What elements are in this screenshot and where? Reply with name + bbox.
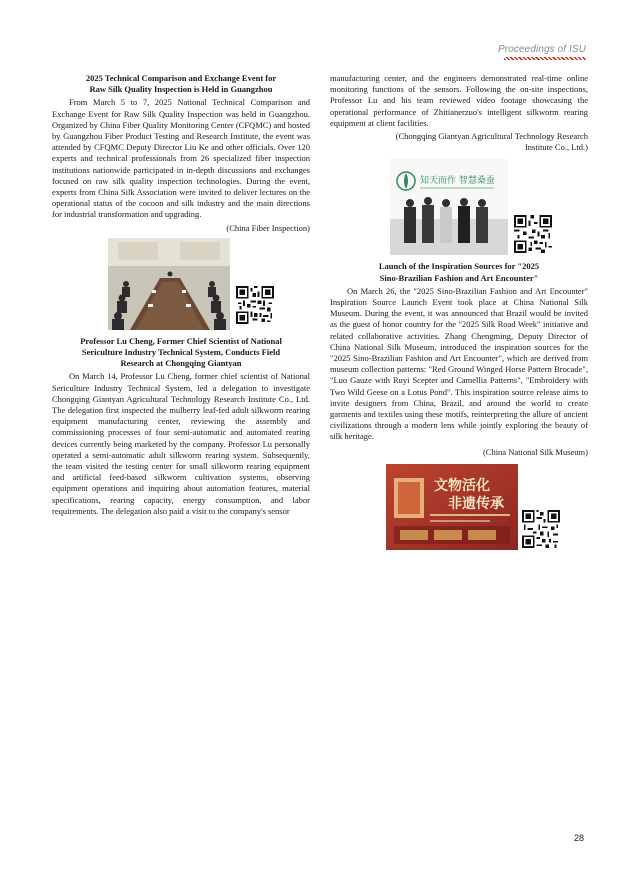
qr-code-icon: [514, 215, 552, 253]
delegation-photo: [390, 159, 508, 255]
article2-source-line2: Institute Co., Ltd.): [524, 142, 588, 153]
article2-source: [330, 131, 588, 153]
qr-code-icon: [522, 510, 560, 548]
article3-body: On March 26, the "2025 Sino-Brazilian Fashion and Art Encounter" Inspiration Source Launch Event took place at China National Silk Museum. During the event, it was announced that Brazil would be invited as the guest of honor country for the "2025 Silk Road Week" initiative and related collaborative activities. Zhang Chengming, Deputy Director of China National Silk Museum, introduced the inspiration sources for the "2025 Sino-Brazilian Fashion and Art Encounter", which are derived from museum collection patterns: "Red Ground Winged Horse Pattern Brocade", "Luo Gauze with Ruyi Scepter and Camellia Patterns", "Embroidery with Two Wild Geese on a Lotus Pond". This inspiration source release aims to invite designers from China, Brazil, and around the world to create garments and textiles using these motifs, reinterpreting the allure of ancient civilizations through a modern lens while jointly exploring the beauty of silk heritage.: [330, 285, 588, 442]
article2-source-line1: (Chongqing Giantyan Agricultural Technology Research: [395, 131, 588, 142]
header-stripes: [504, 57, 586, 60]
article2-qr-code: [514, 215, 552, 253]
page-header: [498, 44, 586, 60]
article2-title-line2: Sericulture Industry Technical System, Conducts Field: [81, 347, 281, 358]
meeting-photo: [108, 238, 230, 330]
article1-figure: [52, 238, 310, 330]
article3-qr-code: [522, 510, 560, 548]
article1-title-line2: Raw Silk Quality Inspection is Held in Guangzhou: [89, 84, 273, 95]
museum-poster: [386, 464, 518, 550]
journal-brand: Proceedings of ISU: [498, 44, 586, 55]
article2-body-part2: manufacturing center, and the engineers demonstrated real-time online monitoring functions of the sensors. Following the on-site inspections, Professor Lu and his team reviewed video footage showcasing the operational performance of Zhitianerzuo's intelligent silkworm rearing equipment at client facilities.: [330, 73, 588, 128]
poster-title-1: 文物活化: [434, 477, 490, 494]
delegation-photo-image: [390, 159, 508, 255]
article3-figure: [330, 464, 588, 550]
article3-source: (China National Silk Museum): [482, 446, 588, 457]
article1-source: (China Fiber Inspection): [226, 222, 310, 233]
page-number: 28: [573, 833, 584, 843]
article3-title-line1: Launch of the Inspiration Sources for "2025: [378, 261, 540, 272]
article1-qr-code: [236, 286, 274, 324]
article1-title-line1: 2025 Technical Comparison and Exchange Event for: [85, 73, 277, 83]
article2-title-line1: Professor Lu Cheng, Former Chief Scientist of National: [80, 335, 282, 346]
article3-title-line2: Sino-Brazilian Fashion and Art Encounter": [379, 272, 539, 283]
article2-title: [52, 336, 310, 370]
right-column: [330, 73, 588, 556]
meeting-photo-image: [108, 238, 230, 330]
museum-poster-image: [386, 464, 518, 550]
poster-title-2: 非遗传承: [448, 495, 504, 512]
article2-figure: [330, 159, 588, 255]
article2-body-part1: On March 14, Professor Lu Cheng, former chief scientist of National Sericulture Industry Technical System, led a delegation to investigate Chongqing Giantyan Agricultural Technology Research Institute Co., Ltd. The delegation first inspected the mulberry leaf-fed adult silkworm rearing equipment manufacturing center, reviewing the assembly and commissioning processes of four semi-automatic and automated rearing devices currently being marketed by the company. Professor Lu personally operated a semi-automatic adult silkworm rearing system. Subsequently, the team visited the testing center for small silkworm rearing equipment and artificial feed-based silkworm cultivation systems, observing equipment operations and inquiring about automation features, material specifications, rearing capacity, energy consumption, and labor requirements. The delegation also paid a visit to the company's sensor: [52, 371, 310, 516]
article1-body: From March 5 to 7, 2025 National Technical Comparison and Exchange Event for Raw Silk Quality Inspection was held in Guangzhou. Organized by China Fiber Quality Monitoring Center (CFQMC) and hosted by Guangzhou Fiber Product Testing and Research Institute, the event was attended by CFQMC Deputy Director Liu Ke and other officials. Over 120 experts and technical professionals from 26 specialized fiber inspection institutions nationwide participated in in-depth discussions and exchanges focused on raw silk quality inspection technologies. During the event, experts from China Silk Association were invited to deliver lectures on the operational status of the cocoon and silk industry and the main directions for industrial transformation and upgrading.: [52, 97, 310, 220]
left-column: [52, 73, 310, 517]
article3-title: [330, 261, 588, 283]
banner-slogan: 知天而作 智慧桑蚕: [420, 176, 495, 187]
qr-code-icon: [236, 286, 274, 324]
article2-title-line3: Research at Chongqing Giantyan: [120, 358, 242, 369]
article1-title: [52, 73, 310, 95]
